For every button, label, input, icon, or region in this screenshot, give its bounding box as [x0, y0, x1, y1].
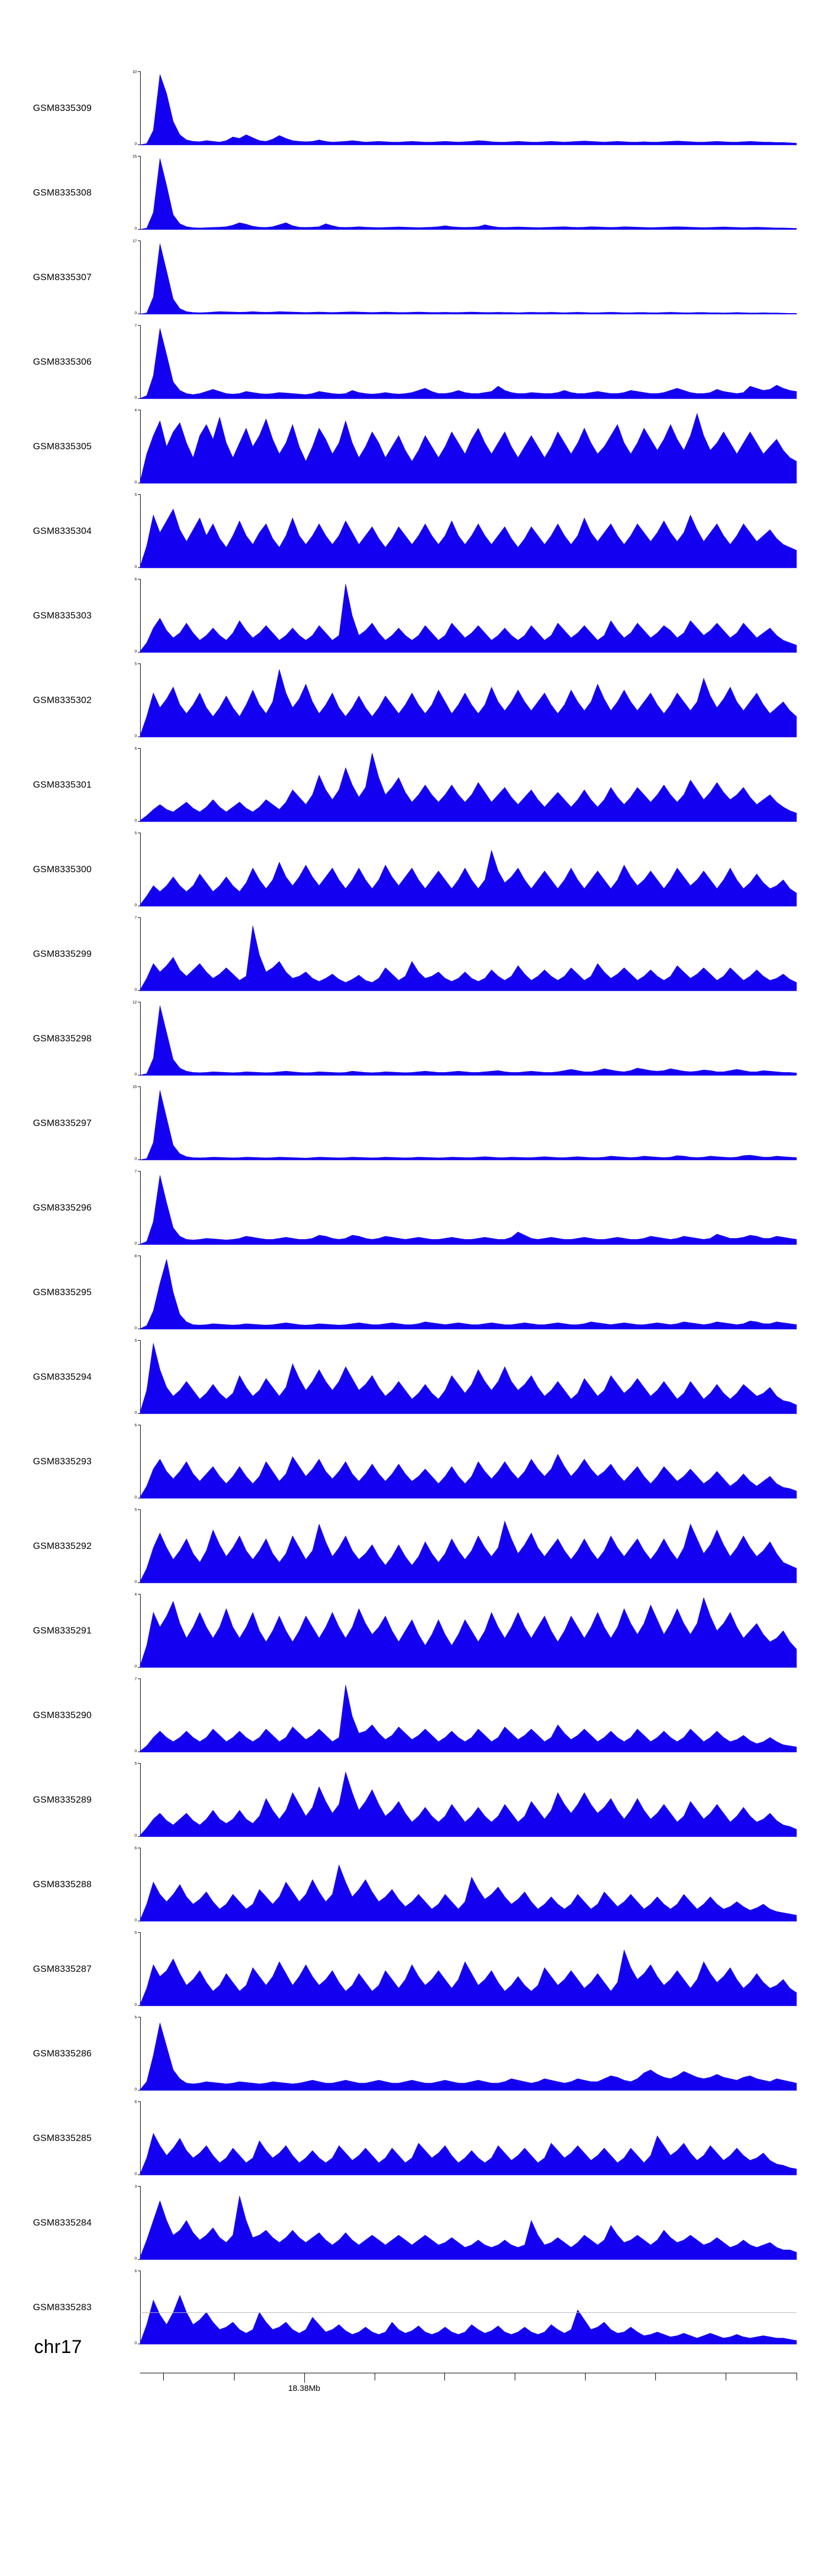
track-row — [0, 1419, 824, 1504]
coverage-area — [140, 71, 797, 145]
y-axis-min-label: 0 — [135, 1073, 137, 1077]
track-label: GSM8335302 — [33, 695, 92, 705]
y-axis-max-label: 10 — [132, 70, 137, 74]
chromosome-major-tick — [304, 2373, 305, 2383]
track-row — [0, 2096, 824, 2181]
track-row — [0, 1166, 824, 1250]
y-axis-min-label: 0 — [135, 650, 137, 654]
y-axis-max-label: 5 — [135, 1931, 137, 1935]
track-label: GSM8335305 — [33, 441, 92, 451]
coverage-area — [140, 494, 797, 568]
y-axis-min-label: 0 — [135, 1326, 137, 1330]
track-row — [0, 573, 824, 658]
coverage-track — [140, 241, 797, 314]
track-row — [0, 2011, 824, 2096]
track-label: GSM8335298 — [33, 1033, 92, 1044]
track-y-axis — [127, 1340, 141, 1414]
track-label: GSM8335290 — [33, 1710, 92, 1720]
y-axis-min-label: 0 — [135, 2257, 137, 2261]
track-row — [0, 1335, 824, 1419]
y-axis-min-label: 0 — [135, 734, 137, 738]
coverage-track — [140, 2101, 797, 2175]
coverage-track — [140, 1256, 797, 1329]
y-axis-max-label: 17 — [132, 239, 137, 243]
track-label: GSM8335283 — [33, 2302, 92, 2312]
coverage-area — [140, 917, 797, 991]
track-y-axis — [127, 1171, 141, 1245]
track-row — [0, 1250, 824, 1335]
coverage-area — [140, 1002, 797, 1075]
track-row — [0, 1588, 824, 1673]
y-axis-min-label: 0 — [135, 565, 137, 569]
y-axis-min-label: 0 — [135, 2341, 137, 2345]
y-axis-min-label: 0 — [135, 1411, 137, 1415]
coverage-track — [140, 2186, 797, 2260]
coverage-track — [140, 71, 797, 145]
y-axis-min-label: 0 — [135, 2172, 137, 2176]
track-y-axis — [127, 2186, 141, 2260]
coverage-area — [140, 241, 797, 314]
y-axis-max-label: 6 — [135, 1424, 137, 1428]
y-axis-max-label: 8 — [135, 1254, 137, 1258]
y-axis-max-label: 7 — [135, 324, 137, 328]
track-row — [0, 66, 824, 150]
coverage-area — [140, 325, 797, 399]
y-axis-min-label: 0 — [135, 396, 137, 400]
y-axis-min-label: 0 — [135, 1242, 137, 1246]
track-label: GSM8335303 — [33, 610, 92, 621]
track-label: GSM8335297 — [33, 1118, 92, 1128]
coverage-area — [140, 579, 797, 653]
y-axis-max-label: 7 — [135, 1677, 137, 1681]
track-y-axis — [127, 748, 141, 822]
track-y-axis — [127, 1256, 141, 1329]
track-label: GSM8335301 — [33, 779, 92, 790]
y-axis-min-label: 0 — [135, 481, 137, 484]
track-stack — [0, 66, 824, 2350]
coverage-track — [140, 748, 797, 822]
coverage-track — [140, 917, 797, 991]
track-y-axis — [127, 156, 141, 230]
track-y-axis — [127, 241, 141, 314]
y-axis-max-label: 6 — [135, 578, 137, 582]
y-axis-min-label: 0 — [135, 1580, 137, 1584]
track-label: GSM8335293 — [33, 1456, 92, 1467]
coverage-track — [140, 1340, 797, 1414]
y-axis-max-label: 4 — [135, 1593, 137, 1597]
coverage-track — [140, 1594, 797, 1668]
coverage-area — [140, 1763, 797, 1837]
y-axis-max-label: 5 — [135, 493, 137, 497]
coverage-area — [140, 1340, 797, 1414]
chromosome-tick — [234, 2373, 235, 2380]
y-axis-min-label: 0 — [135, 1919, 137, 1922]
y-axis-max-label: 15 — [132, 155, 137, 159]
coverage-area — [140, 1848, 797, 1921]
y-axis-min-label: 0 — [135, 227, 137, 231]
y-axis-max-label: 5 — [135, 1762, 137, 1766]
track-row — [0, 1927, 824, 2011]
coverage-track — [140, 833, 797, 906]
track-row — [0, 404, 824, 489]
y-axis-min-label: 0 — [135, 142, 137, 146]
y-axis-max-label: 5 — [135, 1508, 137, 1512]
coverage-track — [140, 1932, 797, 2006]
chromosome-axis-section — [0, 2296, 824, 2461]
chromosome-name: chr17 — [34, 2337, 82, 2357]
coverage-track — [140, 494, 797, 568]
coverage-track — [140, 1086, 797, 1160]
track-row — [0, 489, 824, 573]
coverage-area — [140, 1679, 797, 1752]
coverage-area — [140, 156, 797, 230]
coverage-area — [140, 663, 797, 737]
y-axis-min-label: 0 — [135, 819, 137, 823]
y-axis-max-label: 4 — [135, 409, 137, 412]
track-label: GSM8335304 — [33, 526, 92, 536]
track-row — [0, 2181, 824, 2265]
y-axis-max-label: 6 — [135, 1847, 137, 1850]
coverage-area — [140, 1171, 797, 1245]
y-axis-max-label: 5 — [135, 1339, 137, 1343]
coverage-track — [140, 1763, 797, 1837]
y-axis-max-label: 5 — [135, 2016, 137, 2020]
track-row — [0, 658, 824, 743]
track-y-axis — [127, 917, 141, 991]
track-y-axis — [127, 2017, 141, 2090]
track-label: GSM8335291 — [33, 1625, 92, 1636]
track-label: GSM8335294 — [33, 1371, 92, 1382]
coverage-track — [140, 1425, 797, 1498]
chromosome-position-label: 18.38Mb — [288, 2384, 320, 2393]
y-axis-min-label: 0 — [135, 904, 137, 907]
coverage-area — [140, 1256, 797, 1329]
coverage-area — [140, 1086, 797, 1160]
track-row — [0, 1842, 824, 1927]
coverage-area — [140, 2186, 797, 2260]
track-label: GSM8335289 — [33, 1794, 92, 1805]
y-axis-max-label: 6 — [135, 747, 137, 751]
track-label: GSM8335296 — [33, 1202, 92, 1213]
track-row — [0, 320, 824, 404]
y-axis-max-label: 3 — [135, 2185, 137, 2189]
coverage-track — [140, 663, 797, 737]
coverage-area — [140, 410, 797, 483]
track-y-axis — [127, 71, 141, 145]
track-row — [0, 235, 824, 320]
track-row — [0, 1504, 824, 1588]
y-axis-min-label: 0 — [135, 1665, 137, 1669]
track-label: GSM8335285 — [33, 2133, 92, 2143]
track-y-axis — [127, 1002, 141, 1075]
track-label: GSM8335286 — [33, 2048, 92, 2059]
chromosome-tick — [163, 2373, 164, 2380]
track-y-axis — [127, 663, 141, 737]
coverage-track — [140, 410, 797, 483]
track-label: GSM8335288 — [33, 1879, 92, 1889]
track-y-axis — [127, 1425, 141, 1498]
track-row — [0, 743, 824, 827]
y-axis-max-label: 5 — [135, 662, 137, 666]
y-axis-max-label: 7 — [135, 916, 137, 920]
coverage-track — [140, 156, 797, 230]
chromosome-tick — [655, 2373, 656, 2380]
coverage-track — [140, 1509, 797, 1583]
coverage-track — [140, 579, 797, 653]
coverage-area — [140, 1425, 797, 1498]
track-y-axis — [127, 1763, 141, 1837]
coverage-area — [140, 1509, 797, 1583]
track-label: GSM8335284 — [33, 2217, 92, 2228]
track-label: GSM8335295 — [33, 1287, 92, 1297]
coverage-area — [140, 833, 797, 906]
track-row — [0, 150, 824, 235]
track-label: GSM8335309 — [33, 103, 92, 113]
track-row — [0, 1081, 824, 1166]
chromosome-tick — [444, 2373, 445, 2380]
y-axis-min-label: 0 — [135, 1496, 137, 1499]
track-label: GSM8335287 — [33, 1964, 92, 1974]
coverage-track — [140, 1679, 797, 1752]
track-label: GSM8335306 — [33, 356, 92, 367]
track-row — [0, 1673, 824, 1758]
track-y-axis — [127, 325, 141, 399]
track-row — [0, 1758, 824, 1842]
y-axis-min-label: 0 — [135, 2003, 137, 2007]
y-axis-min-label: 0 — [135, 1749, 137, 1753]
coverage-area — [140, 1932, 797, 2006]
coverage-area — [140, 1594, 797, 1668]
y-axis-min-label: 0 — [135, 1157, 137, 1161]
track-y-axis — [127, 1848, 141, 1921]
coverage-track — [140, 1848, 797, 1921]
track-y-axis — [127, 410, 141, 483]
track-y-axis — [127, 1679, 141, 1752]
y-axis-min-label: 0 — [135, 1834, 137, 1838]
track-y-axis — [127, 1594, 141, 1668]
track-y-axis — [127, 579, 141, 653]
coverage-area — [140, 2017, 797, 2090]
coverage-area — [140, 2101, 797, 2175]
track-label: GSM8335299 — [33, 949, 92, 959]
y-axis-max-label: 12 — [132, 1001, 137, 1005]
coverage-area — [140, 748, 797, 822]
chromosome-top-rule — [140, 2312, 797, 2313]
track-y-axis — [127, 1086, 141, 1160]
track-row — [0, 996, 824, 1081]
chromosome-tick — [585, 2373, 586, 2380]
y-axis-max-label: 15 — [132, 1085, 137, 1089]
coverage-track — [140, 2017, 797, 2090]
track-label: GSM8335308 — [33, 187, 92, 198]
track-label: GSM8335307 — [33, 272, 92, 282]
track-y-axis — [127, 2101, 141, 2175]
coverage-track — [140, 325, 797, 399]
y-axis-max-label: 6 — [135, 2270, 137, 2273]
track-y-axis — [127, 1509, 141, 1583]
coverage-track — [140, 1171, 797, 1245]
y-axis-max-label: 6 — [135, 2100, 137, 2104]
y-axis-min-label: 0 — [135, 2088, 137, 2092]
coverage-track — [140, 1002, 797, 1075]
track-y-axis — [127, 833, 141, 906]
track-label: GSM8335300 — [33, 864, 92, 874]
y-axis-max-label: 7 — [135, 1170, 137, 1174]
y-axis-min-label: 0 — [135, 988, 137, 992]
track-row — [0, 827, 824, 912]
track-y-axis — [127, 494, 141, 568]
track-label: GSM8335292 — [33, 1541, 92, 1551]
track-y-axis — [127, 1932, 141, 2006]
y-axis-max-label: 5 — [135, 832, 137, 835]
track-row — [0, 912, 824, 996]
y-axis-min-label: 0 — [135, 311, 137, 315]
